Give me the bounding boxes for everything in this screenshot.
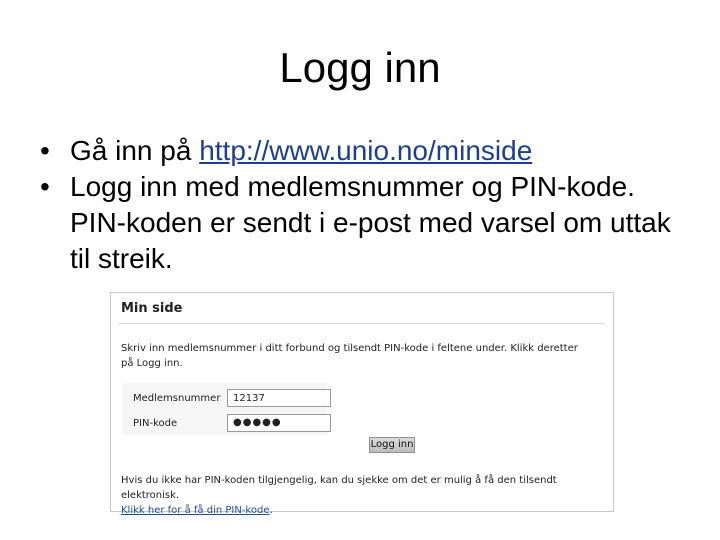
- pin-code-label: PIN-kode: [133, 418, 178, 429]
- request-pin-link[interactable]: Klikk her for å få din PIN-kode: [121, 505, 270, 516]
- pin-help-text: Hvis du ikke har PIN-koden tilgjengelig, kan du sjekke om det er mulig å få den tilsendt elektronisk.: [121, 475, 557, 501]
- screenshot-heading: Min side: [121, 301, 183, 316]
- login-button[interactable]: Logg inn: [369, 437, 415, 453]
- pin-code-input[interactable]: ●●●●●: [227, 414, 331, 432]
- help-period: .: [269, 505, 273, 516]
- bullet-list: [38, 133, 678, 277]
- bullet-item-goto: [38, 133, 678, 169]
- bullet-text-login: Logg inn med medlemsnummer og PIN-kode. PIN-koden er sendt i e-post med varsel om uttak til streik.: [70, 171, 671, 274]
- bullet-icon: •: [40, 171, 50, 202]
- member-number-input[interactable]: [227, 389, 331, 407]
- bullet-text-prefix: Gå inn på: [70, 135, 200, 166]
- minside-link[interactable]: http://www.unio.no/minside: [199, 135, 533, 166]
- pin-help: [121, 473, 611, 518]
- slide-title: Logg inn: [279, 44, 441, 91]
- bullet-item-login: [38, 169, 678, 277]
- login-instruction: Skriv inn medlemsnummer i ditt forbund og tilsendt PIN-kode i feltene under. Klikk deretter på Logg inn.: [121, 343, 578, 369]
- login-screenshot: [110, 292, 614, 516]
- member-number-label: Medlemsnummer: [133, 393, 221, 404]
- bullet-icon: •: [40, 135, 50, 166]
- heading-divider: [119, 323, 605, 324]
